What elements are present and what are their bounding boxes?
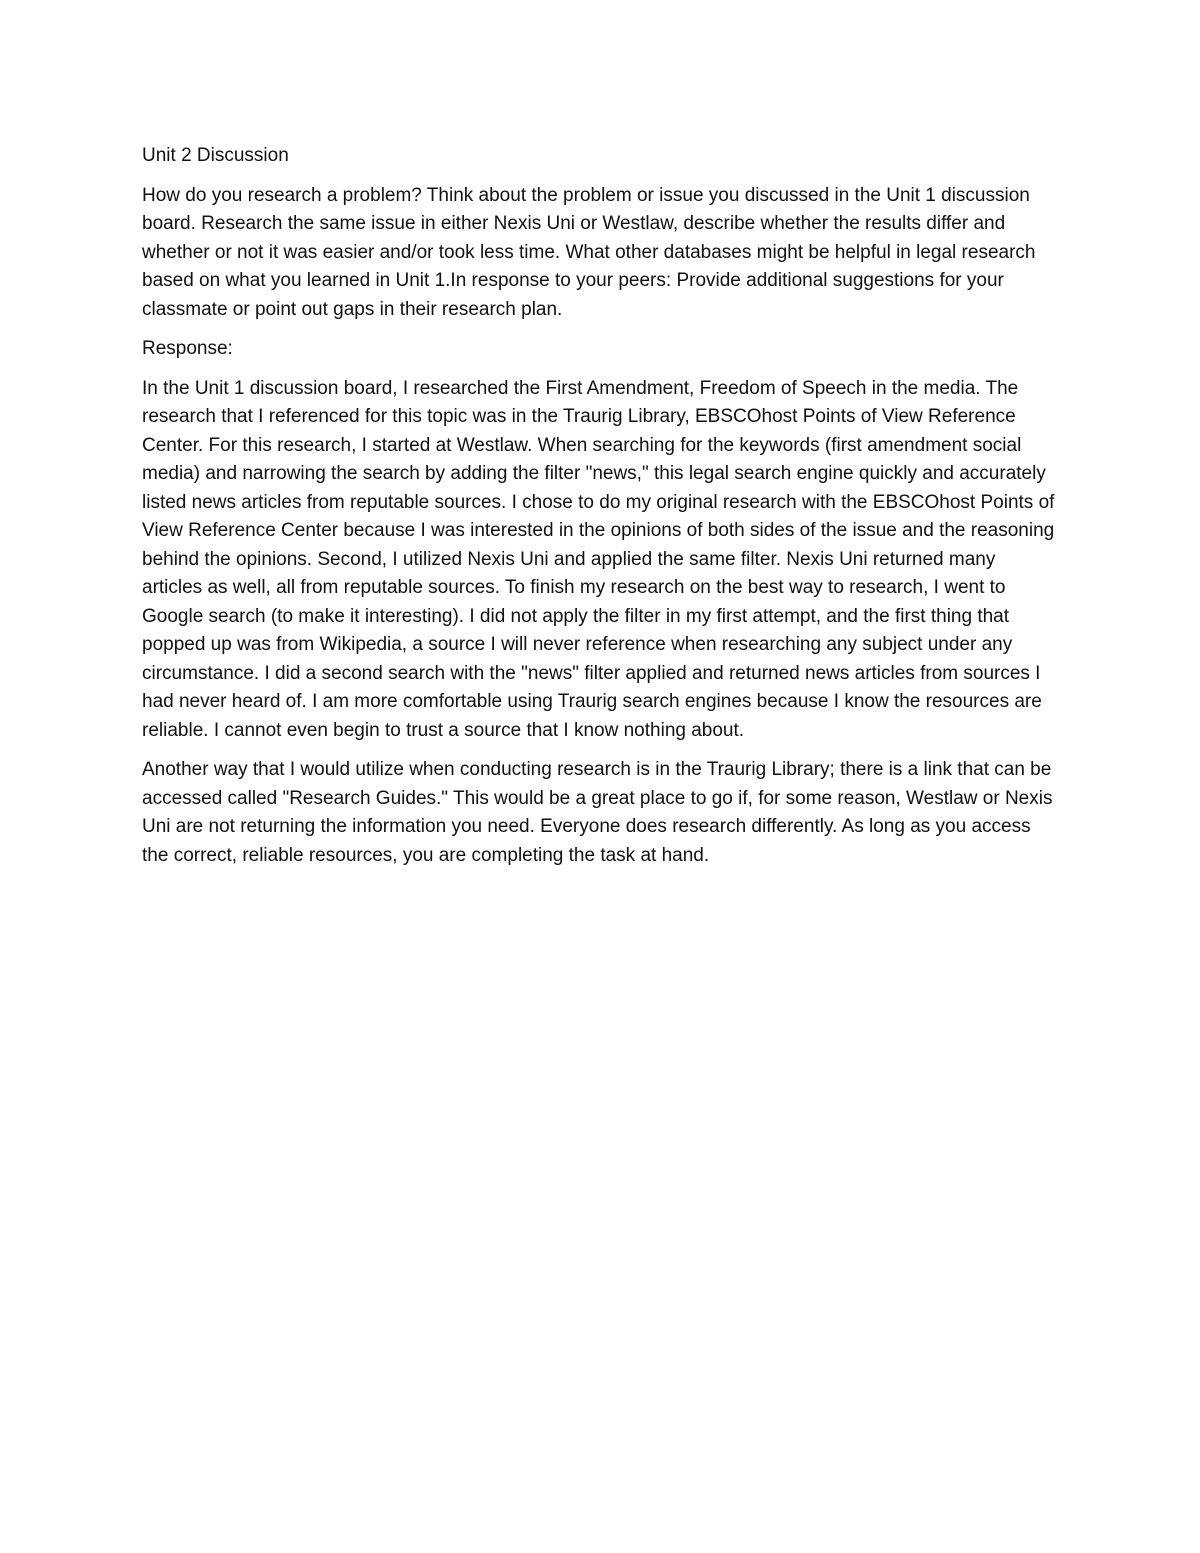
response-paragraph-2: Another way that I would utilize when conducting research is in the Traurig Library; there is a link that can be accessed called "Research Guides." This would be a great place to go if, for some reason, Westlaw or Nexis Uni are not returning the information you need. Everyone does research differently. As long as you access the correct, reliable resources, you are completing the task at hand. (142, 759, 1053, 866)
document-title: Unit 2 Discussion (142, 145, 289, 166)
response-label: Response: (142, 338, 233, 359)
discussion-prompt: How do you research a problem? Think about the problem or issue you discussed in the Unit 1 discussion board. Research the same issue in either Nexis Uni or Westlaw, describe whether the results differ and whether or not it was easier and/or took less time. What other databases might be helpful in legal research based on what you learned in Unit 1.In response to your peers: Provide additional suggestions for your classmate or point out gaps in their research plan. (142, 184, 1036, 320)
response-paragraph-1: In the Unit 1 discussion board, I researched the First Amendment, Freedom of Speech in the media. The research that I referenced for this topic was in the Traurig Library, EBSCOhost Points of View Reference Center. For this research, I started at Westlaw. When searching for the keywords (first amendment social media) and narrowing the search by adding the filter "news," this legal search engine quickly and accurately listed news articles from reputable sources. I chose to do my original research with the EBSCOhost Points of View Reference Center because I was interested in the opinions of both sides of the issue and the reasoning behind the opinions. Second, I utilized Nexis Uni and applied the same filter. Nexis Uni returned many articles as well, all from reputable sources. To finish my research on the best way to research, I went to Google search (to make it interesting). I did not apply the filter in my first attempt, and the first thing that popped up was from Wikipedia, a source I will never reference when researching any subject under any circumstance. I did a second search with the "news" filter applied and returned news articles from sources I had never heard of. I am more comfortable using Traurig search engines because I know the resources are reliable. I cannot even begin to trust a source that I know nothing about. (142, 377, 1055, 741)
document-body (142, 142, 1058, 881)
